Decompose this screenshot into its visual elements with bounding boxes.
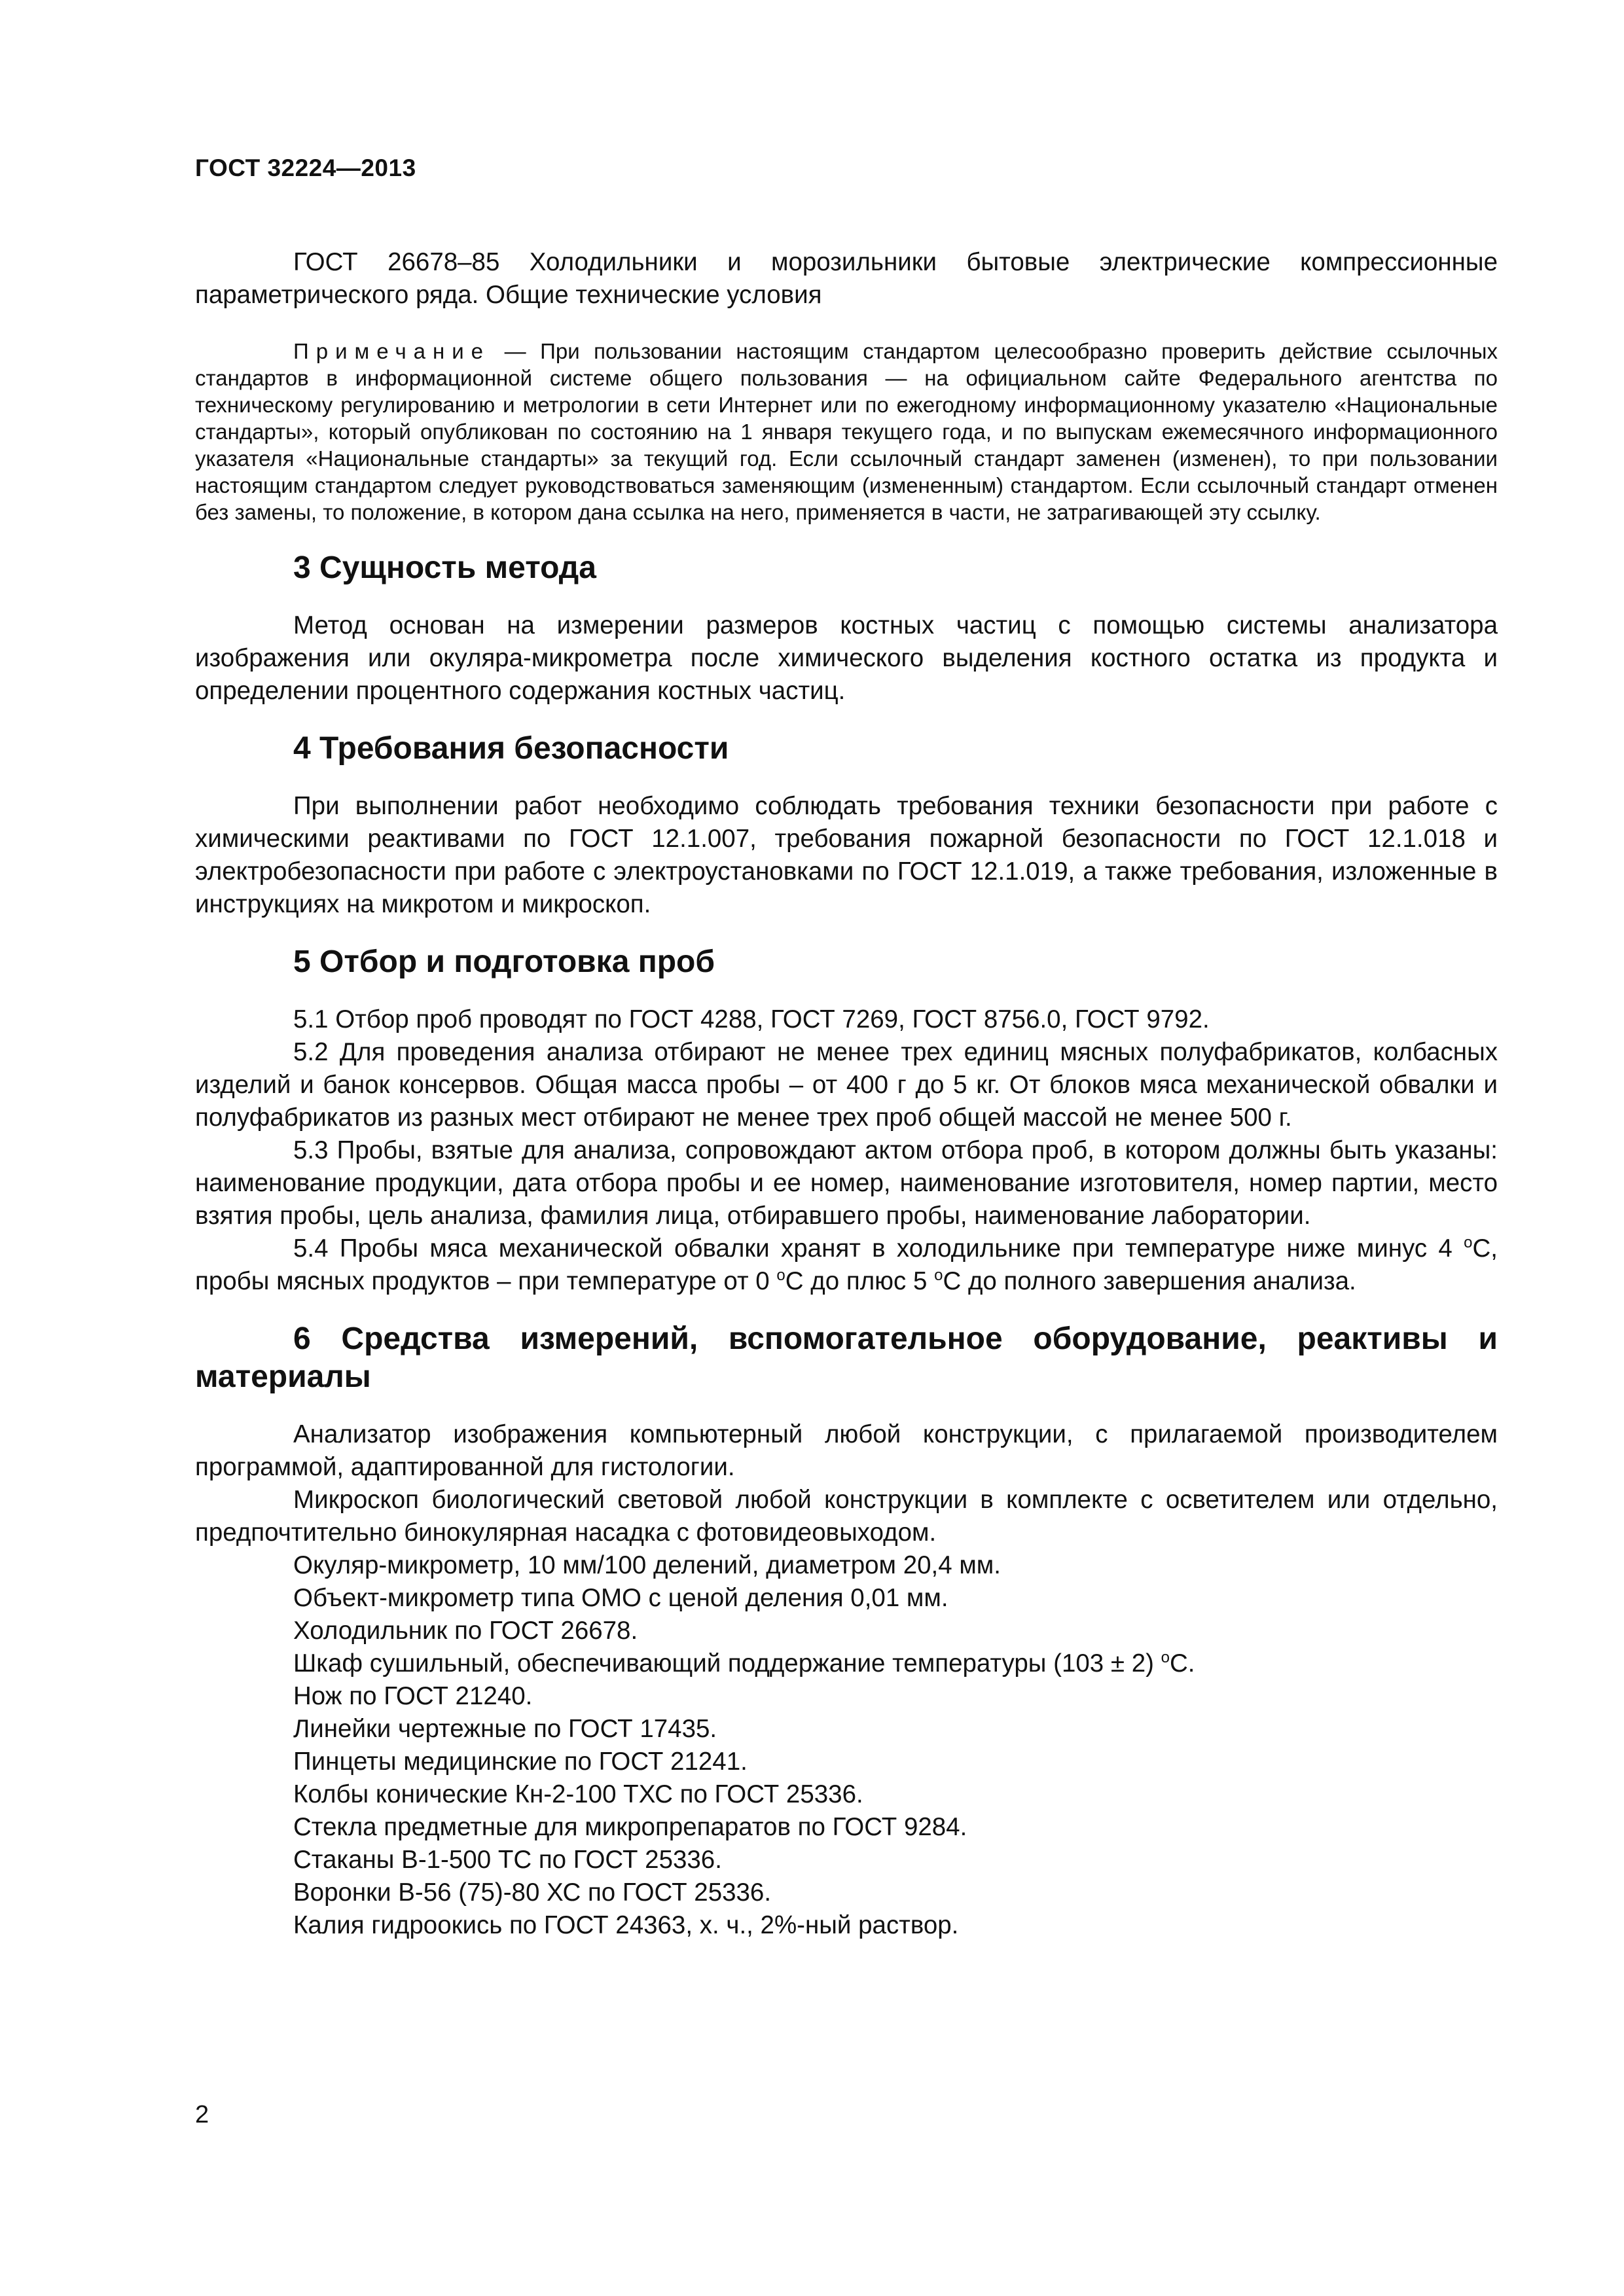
list-item: Стаканы В-1-500 ТС по ГОСТ 25336. <box>293 1846 722 1874</box>
note-label: Примечание <box>293 339 491 363</box>
list-item: Пинцеты медицинские по ГОСТ 21241. <box>293 1748 748 1776</box>
list-item-oven <box>195 1647 1498 1680</box>
section-6-microscope: Микроскоп биологический световой любой конструкции в комплекте с осветителем или отдельно, предпочтительно бинокулярная насадка с фотовидеовыходом. <box>195 1486 1498 1547</box>
list-item: Холодильник по ГОСТ 26678. <box>293 1617 638 1645</box>
clause-5-3: 5.3 Пробы, взятые для анализа, сопровождают актом отбора проб, в котором должны быть указаны: наименование продукции, дата отбора пробы и ее номер, наименование изготовителя, номер партии, место взятия пробы, цель анализа, фамилия лица, отбиравшего пробы, наименование лаборатории. <box>195 1136 1498 1230</box>
document-body <box>195 246 1498 1942</box>
oven-unit: С. <box>1170 1649 1195 1677</box>
clause-5-2: 5.2 Для проведения анализа отбирают не менее трех единиц мясных полуфабрикатов, колбасных изделий и банок консервов. Общая масса пробы – от 400 г до 5 кг. От блоков мяса механической обвалки и полуфабрикатов из разных мест отбирают не менее трех проб общей массой не менее 500 г. <box>195 1038 1498 1132</box>
list-item: Нож по ГОСТ 21240. <box>293 1682 533 1710</box>
reference-gost-26678: ГОСТ 26678–85 Холодильники и морозильники бытовые электрические компрессионные параметрического ряда. Общие технические условия <box>195 248 1498 309</box>
clause-5-1: 5.1 Отбор проб проводят по ГОСТ 4288, ГОСТ 7269, ГОСТ 8756.0, ГОСТ 9792. <box>293 1005 1210 1033</box>
list-item: Воронки В-56 (75)-80 ХС по ГОСТ 25336. <box>293 1878 772 1907</box>
degree-sign: о <box>1464 1234 1473 1251</box>
section-3-title: 3 Сущность метода <box>293 550 596 585</box>
list-item: Окуляр-микрометр, 10 мм/100 делений, диаметром 20,4 мм. <box>293 1551 1001 1579</box>
list-item: Объект-микрометр типа ОМО с ценой деления 0,01 мм. <box>293 1584 948 1612</box>
list-item: Калия гидроокись по ГОСТ 24363, х. ч., 2%-ный раствор. <box>293 1911 959 1939</box>
note-paragraph <box>195 338 1498 526</box>
equipment-list <box>195 1549 1498 1942</box>
list-item: Колбы конические Кн-2-100 ТХС по ГОСТ 25336. <box>293 1780 863 1808</box>
section-6-title: 6 Средства измерений, вспомогательное оборудование, реактивы и материалы <box>195 1321 1498 1394</box>
clause-5-4-part-d: С до полного завершения анализа. <box>943 1267 1356 1295</box>
section-4-title: 4 Требования безопасности <box>293 731 729 766</box>
document-header: ГОСТ 32224—2013 <box>195 154 416 181</box>
section-3-text: Метод основан на измерении размеров костных частиц с помощью системы анализатора изображения или окуляра-микрометра после химического выделения костного остатка из продукта и определении процентного содержания костных частиц. <box>195 611 1498 705</box>
list-item: Линейки чертежные по ГОСТ 17435. <box>293 1715 717 1743</box>
section-4-text: При выполнении работ необходимо соблюдать требования техники безопасности при работе с химическими реактивами по ГОСТ 12.1.007, требования пожарной безопасности по ГОСТ 12.1.018 и электробезопасности при работе с электроустановками по ГОСТ 12.1.019, а также требования, изложенные в инструкциях на микротом и микроскоп. <box>195 792 1498 918</box>
degree-sign: о <box>1161 1649 1170 1666</box>
clause-5-4 <box>195 1232 1498 1298</box>
clause-5-4-part-c: С до плюс 5 <box>785 1267 935 1295</box>
note-text: — При пользовании настоящим стандартом целесообразно проверить действие ссылочных стандартов в информационной системе общего пользования — на официальном сайте Федерального агентства по техническому регулированию и метрологии в сети Интернет или по ежегодному информационному указателю «Национальные стандарты», который опубликован по состоянию на 1 января текущего года, и по выпускам ежемесячного информационного указателя «Национальные стандарты» за текущий год. Если ссылочный стандарт заменен (изменен), то при пользовании настоящим стандартом следует руководствоваться заменяющим (измененным) стандартом. Если ссылочный стандарт отменен без замены, то положение, в котором дана ссылка на него, применяется в части, не затрагивающей эту ссылку. <box>195 339 1498 524</box>
section-6-analyzer: Анализатор изображения компьютерный любой конструкции, с прилагаемой производителем программой, адаптированной для гистологии. <box>195 1420 1498 1481</box>
section-5-title: 5 Отбор и подготовка проб <box>293 944 715 979</box>
clause-5-4-part-b: С, пробы мясных продуктов – при температуре от 0 <box>195 1234 1498 1295</box>
page-number: 2 <box>195 2101 209 2128</box>
clause-5-4-part-a: 5.4 Пробы мяса механической обвалки хранят в холодильнике при температуре ниже минус 4 <box>293 1234 1464 1263</box>
list-item: Стекла предметные для микропрепаратов по ГОСТ 9284. <box>293 1813 967 1841</box>
degree-sign: о <box>934 1266 943 1284</box>
degree-sign: о <box>776 1266 785 1284</box>
oven-text: Шкаф сушильный, обеспечивающий поддержание температуры (103 ± 2) <box>293 1649 1161 1677</box>
